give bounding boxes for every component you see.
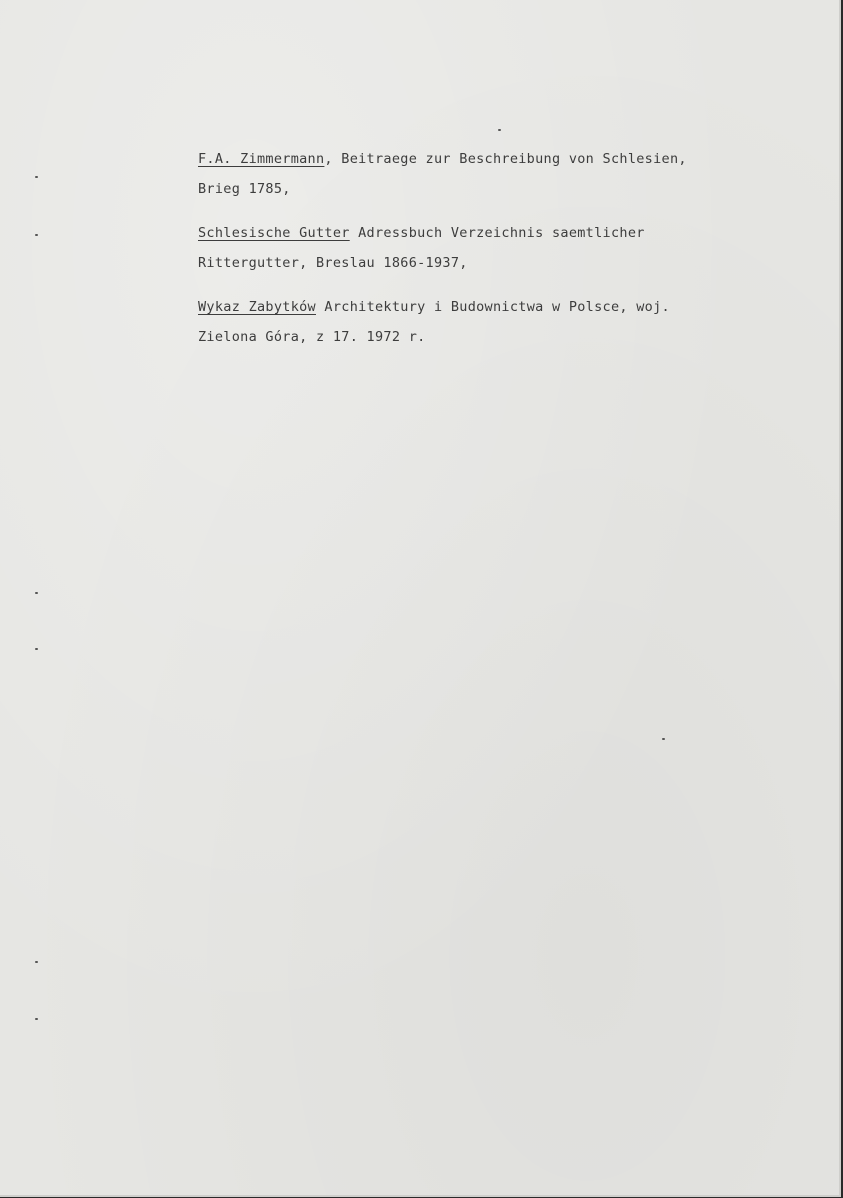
reference-title: Adressbuch Verzeichnis saemtlicher bbox=[349, 225, 645, 241]
reference-line bbox=[198, 214, 798, 252]
reference-line bbox=[198, 288, 798, 326]
reference-publication: Zielona Góra, z 17. 1972 r. bbox=[198, 329, 426, 345]
margin-mark bbox=[35, 1018, 38, 1020]
margin-mark bbox=[662, 738, 665, 740]
reference-entry bbox=[198, 214, 798, 274]
reference-publication: Brieg 1785, bbox=[198, 181, 291, 197]
reference-title: , Beitraege zur Beschreibung von Schlesien, bbox=[324, 151, 687, 167]
margin-mark bbox=[35, 961, 38, 963]
reference-publication: Rittergutter, Breslau 1866-1937, bbox=[198, 255, 468, 271]
margin-mark bbox=[35, 234, 38, 236]
reference-entry bbox=[198, 288, 798, 348]
reference-entry bbox=[198, 140, 798, 200]
reference-author: F.A. Zimmermann bbox=[198, 151, 325, 167]
reference-author: Wykaz Zabytków bbox=[198, 299, 316, 315]
margin-mark bbox=[35, 592, 38, 594]
reference-author: Schlesische Gutter bbox=[198, 225, 350, 241]
reference-title: Architektury i Budownictwa w Polsce, woj. bbox=[316, 299, 670, 315]
margin-mark bbox=[35, 648, 38, 650]
reference-list bbox=[198, 140, 798, 362]
margin-mark bbox=[35, 176, 38, 178]
reference-line bbox=[198, 140, 798, 178]
margin-mark bbox=[498, 129, 501, 131]
